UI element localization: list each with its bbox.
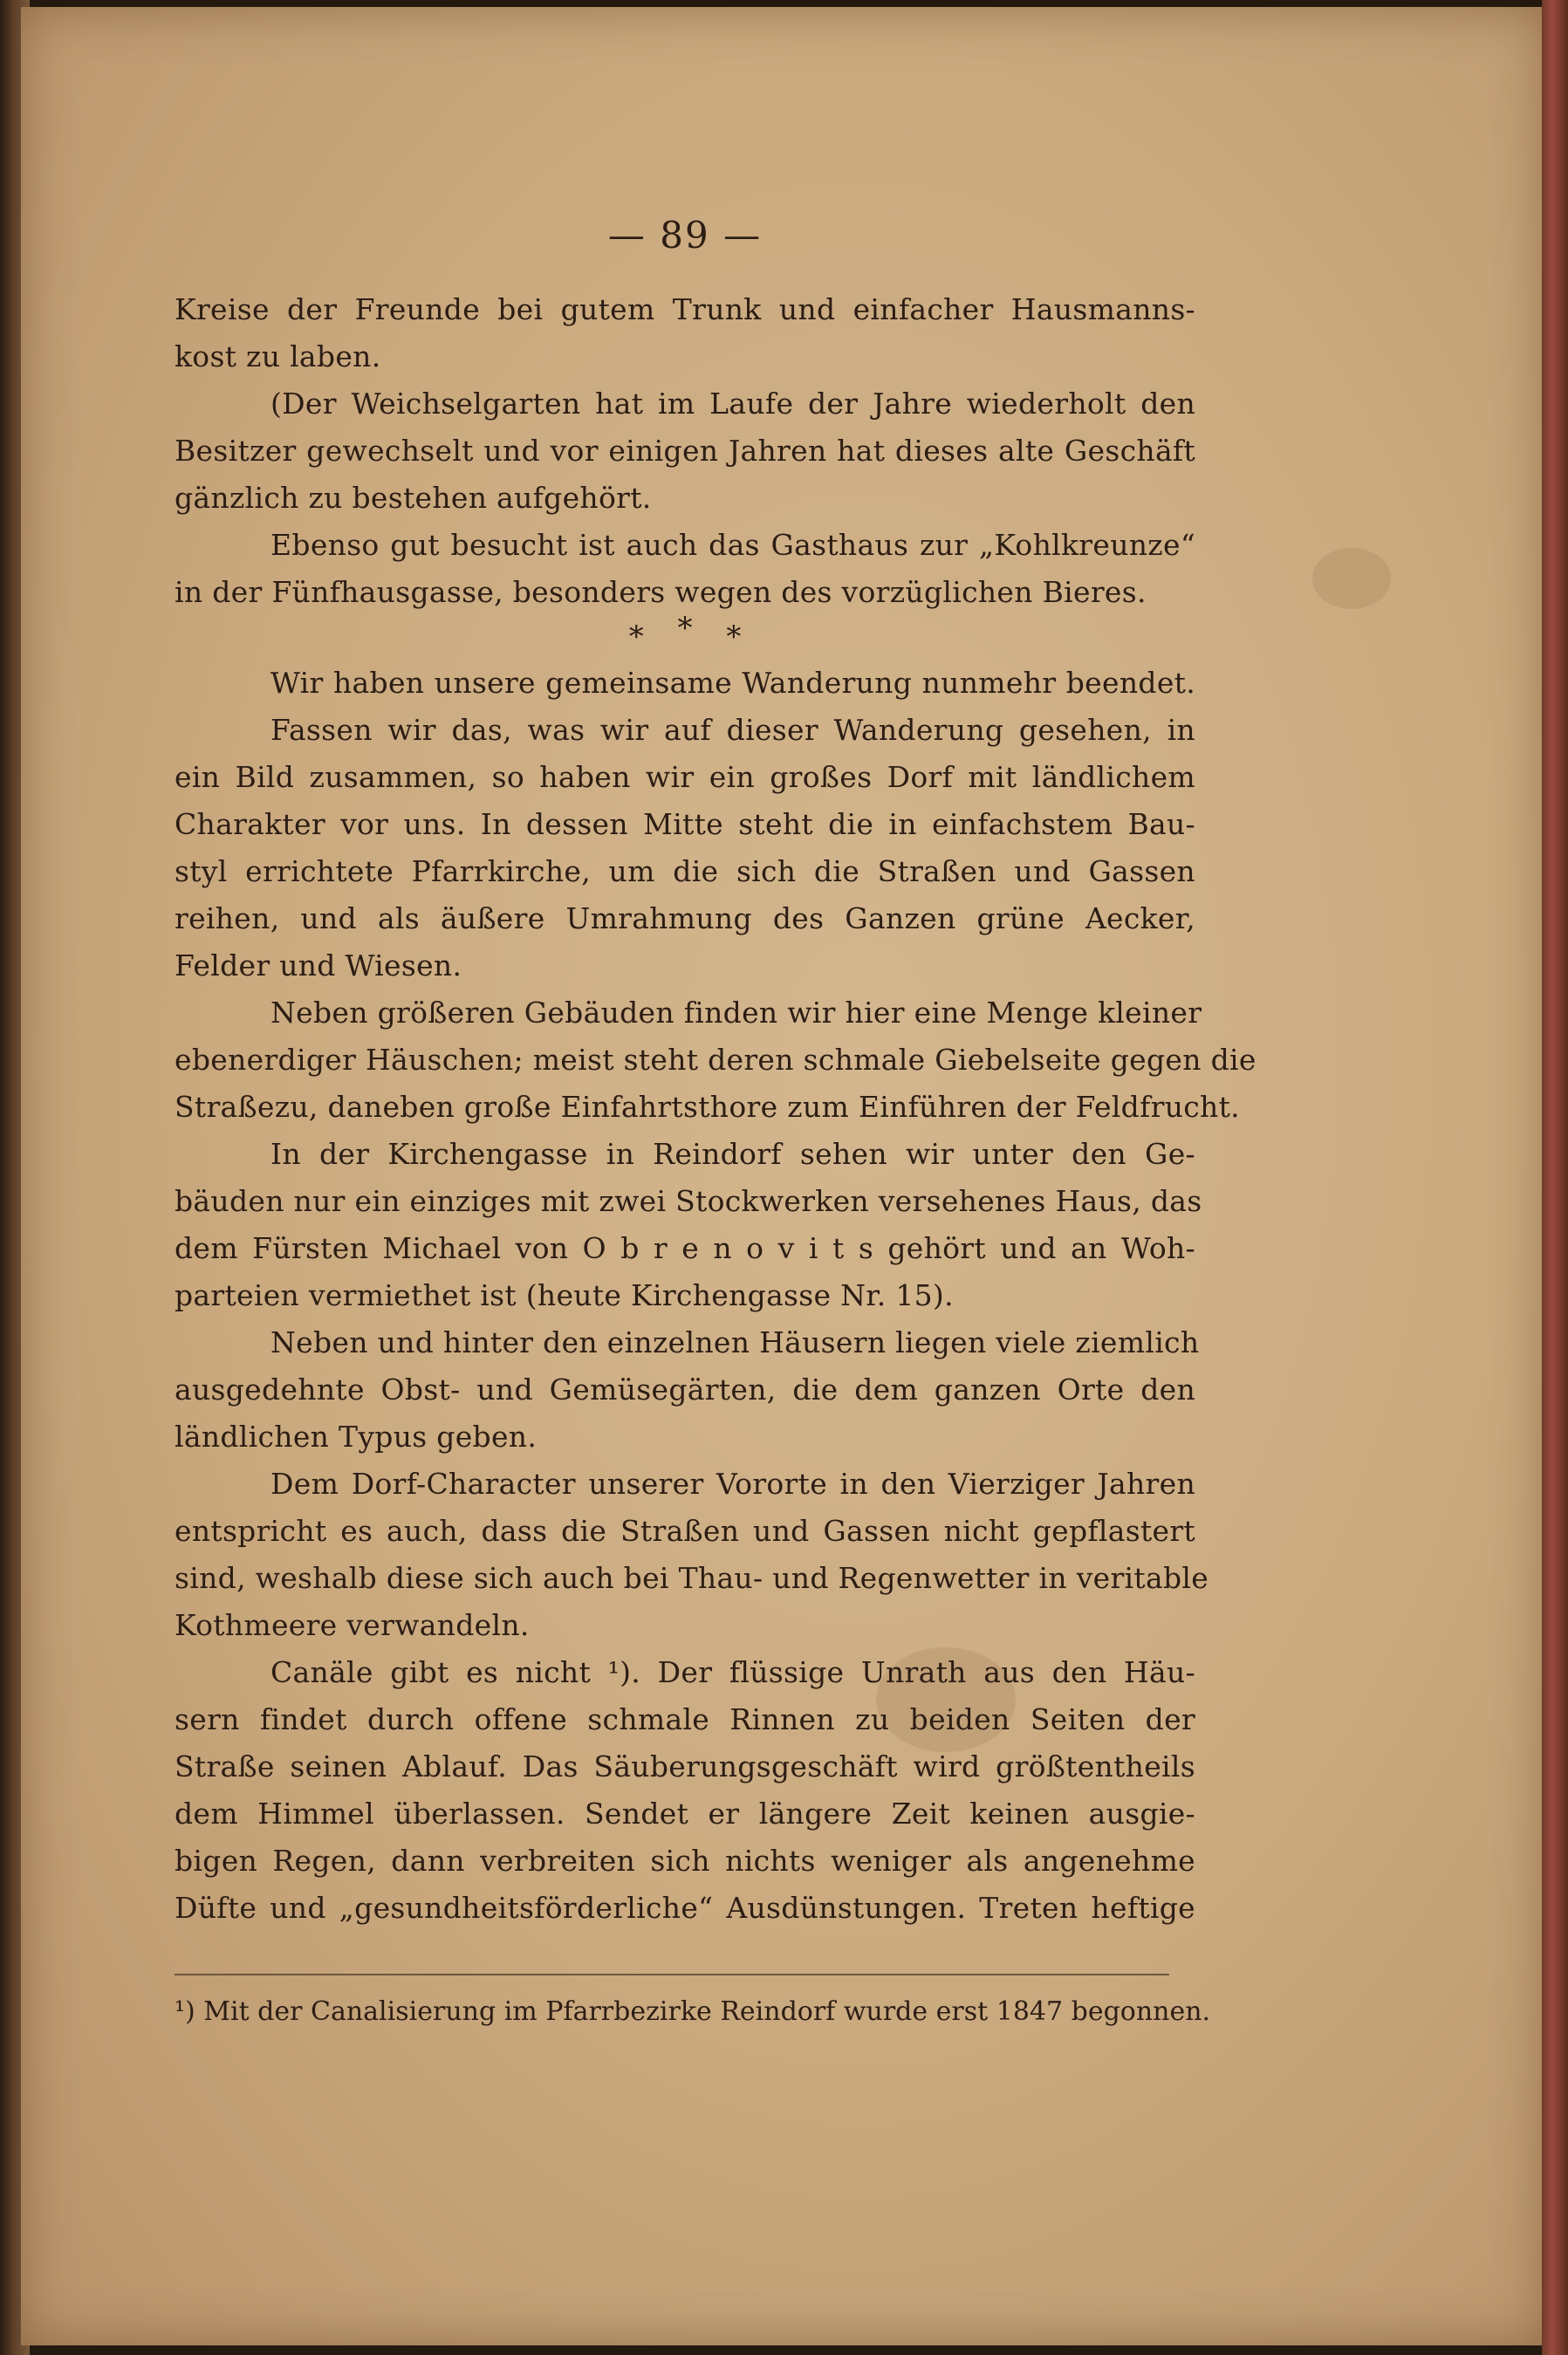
- text-line: ländlichen Typus geben.: [175, 1420, 538, 1454]
- text-line: (Der Weichselgarten hat im Laufe der Jahre wiederholt den: [270, 387, 1195, 421]
- text-line: in der Fünfhausgasse, besonders wegen des vorzüglichen Bieres.: [175, 575, 1147, 609]
- page-number: — 89 —: [607, 214, 763, 257]
- text-line: bigen Regen, dann verbreiten sich nichts weniger als angenehme: [175, 1844, 1195, 1878]
- text-line: ebenerdiger Häuschen; meist steht deren schmale Giebelseite gegen die: [175, 1043, 1256, 1077]
- text-line: Neben größeren Gebäuden finden wir hier eine Menge kleiner: [270, 996, 1202, 1030]
- text-line: reihen, und als äußere Umrahmung des Ganzen grüne Aecker,: [175, 901, 1195, 935]
- text-line: In der Kirchengasse in Reindorf sehen wir unter den Ge-: [270, 1137, 1195, 1171]
- page-edge: [1542, 0, 1568, 2355]
- text-line: Charakter vor uns. In dessen Mitte steht die in einfachstem Bau-: [175, 807, 1195, 841]
- text-line: Kothmeere verwandeln.: [175, 1608, 530, 1642]
- text-line: Felder und Wiesen.: [175, 948, 462, 982]
- text-line: styl errichtete Pfarrkirche, um die sich die Straßen und Gassen: [175, 854, 1195, 888]
- text-line: sern findet durch offene schmale Rinnen zu beiden Seiten der: [175, 1702, 1195, 1736]
- text-line: Neben und hinter den einzelnen Häusern liegen viele ziemlich: [270, 1325, 1200, 1359]
- paragraphs-main: [175, 660, 1256, 1932]
- asterisk: *: [677, 611, 693, 646]
- text-line: bäuden nur ein einziges mit zwei Stockwerken versehenes Haus, das: [175, 1184, 1202, 1218]
- text-line: ein Bild zusammen, so haben wir ein großes Dorf mit ländlichem: [175, 760, 1195, 794]
- text-line: Straße seinen Ablauf. Das Säuberungsgeschäft wird größtentheils: [175, 1749, 1195, 1783]
- text-line: dem Fürsten Michael von O b r e n o v i t s gehört und an Woh-: [175, 1231, 1195, 1265]
- text-line: Besitzer gewechselt und vor einigen Jahren hat dieses alte Geschäft: [175, 434, 1195, 468]
- text-line: Ebenso gut besucht ist auch das Gasthaus zur „Kohlkreunze“: [270, 528, 1195, 562]
- text-line: gänzlich zu bestehen aufgehört.: [175, 481, 652, 515]
- section-break-asterism: [175, 611, 1195, 654]
- text-line: dem Himmel überlassen. Sendet er längere Zeit keinen ausgie-: [175, 1797, 1195, 1831]
- footnote: ¹) Mit der Canalisierung im Pfarrbezirke Reindorf wurde erst 1847 begonnen.: [175, 1996, 1211, 2027]
- text-line: entspricht es auch, dass die Straßen und Gassen nicht gepflastert: [175, 1514, 1195, 1548]
- text-line: ausgedehnte Obst- und Gemüsegärten, die dem ganzen Orte den: [175, 1373, 1195, 1407]
- text-line: kost zu laben.: [175, 339, 381, 373]
- asterisk: *: [628, 620, 644, 654]
- asterisk: *: [726, 620, 742, 654]
- paper-stain: [1312, 548, 1391, 609]
- text-line: Wir haben unsere gemeinsame Wanderung nunmehr beendet.: [270, 666, 1195, 700]
- footnote-divider: [175, 1974, 1169, 1975]
- text-line: Kreise der Freunde bei gutem Trunk und einfacher Hausmanns-: [175, 292, 1195, 326]
- text-block: [175, 209, 1256, 2031]
- text-line: Fassen wir das, was wir auf dieser Wanderung gesehen, in: [270, 713, 1195, 747]
- text-line: parteien vermiethet ist (heute Kirchengasse Nr. 15).: [175, 1278, 954, 1312]
- text-line: sind, weshalb diese sich auch bei Thau- und Regenwetter in veritable: [175, 1561, 1209, 1595]
- text-line: Straßezu, daneben große Einfahrtsthore zum Einführen der Feldfrucht.: [175, 1090, 1240, 1124]
- paragraphs-top: [175, 286, 1195, 616]
- text-line: Canäle gibt es nicht ¹). Der flüssige Unrath aus den Häu-: [270, 1655, 1195, 1689]
- text-line: Dem Dorf-Character unserer Vororte in den Vierziger Jahren: [270, 1467, 1195, 1501]
- text-line: Düfte und „gesundheitsförderliche“ Ausdünstungen. Treten heftige: [175, 1891, 1195, 1925]
